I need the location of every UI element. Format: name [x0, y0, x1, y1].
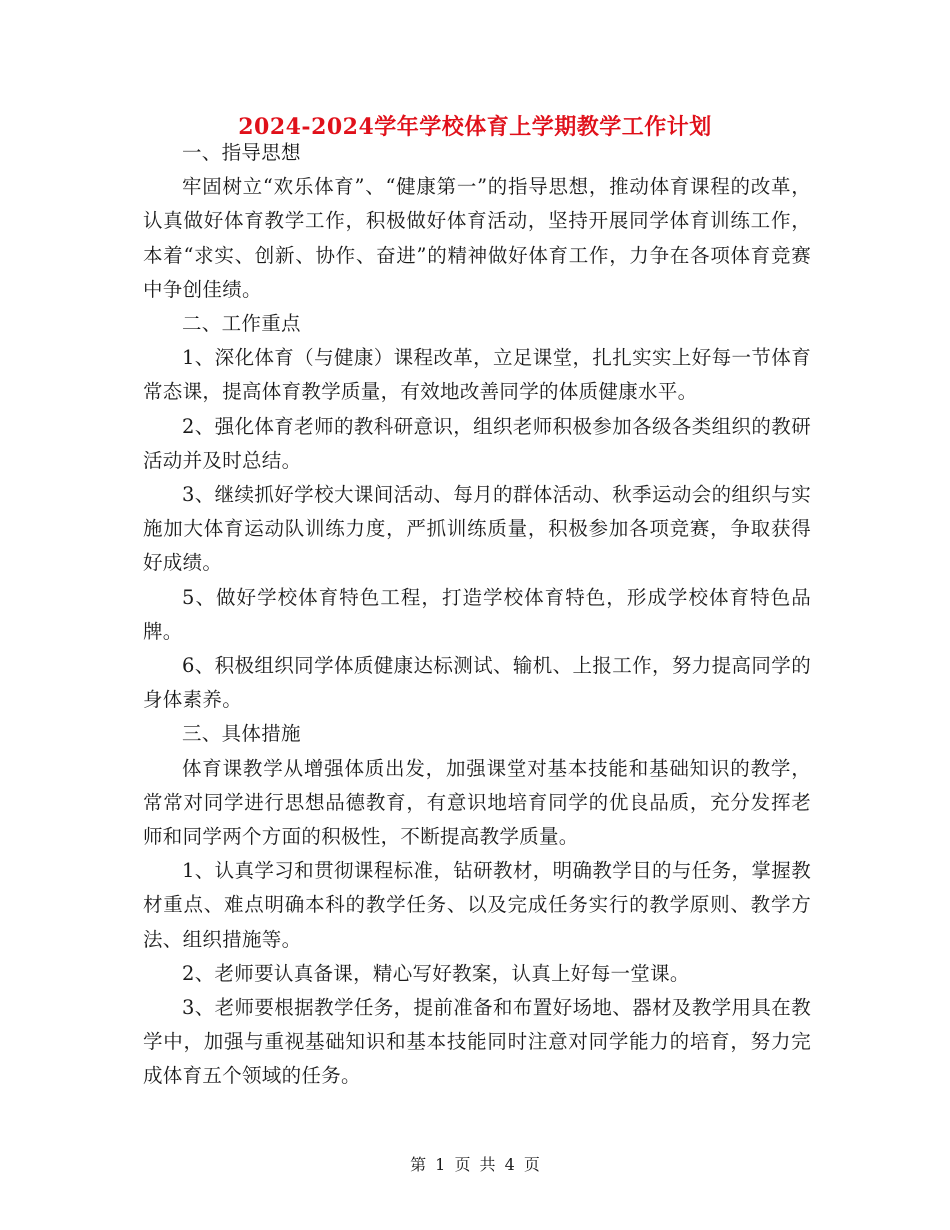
- paragraph: 5、做好学校体育特色工程，打造学校体育特色，形成学校体育特色品牌。: [143, 585, 811, 643]
- paragraph: 牢固树立“欢乐体育”、“健康第一”的指导思想，推动体育课程的改革，认真做好体育教学工作，积极做好体育活动，坚持开展同学体育训练工作，本着“求实、创新、协作、奋进”的精神做好体育工作，力争在各项体育竞赛中争创佳绩。: [143, 175, 811, 301]
- paragraph: 2、老师要认真备课，精心写好教案，认真上好每一堂课。: [182, 961, 690, 985]
- paragraph: 2、强化体育老师的教科研意识，组织老师积极参加各级各类组织的教研活动并及时总结。: [143, 414, 811, 472]
- paragraph: 体育课教学从增强体质出发，加强课堂对基本技能和基础知识的教学，常常对同学进行思想品德教育，有意识地培育同学的优良品质，充分发挥老师和同学两个方面的积极性，不断提高教学质量。: [143, 756, 811, 849]
- section-heading-specific-measures: 三、具体措施: [182, 722, 301, 746]
- document-body: [143, 136, 811, 1094]
- section-heading-guiding-ideology: 一、指导思想: [182, 141, 301, 164]
- paragraph: 1、认真学习和贯彻课程标准，钻研教材，明确教学目的与任务，掌握教材重点、难点明确本科的教学任务、以及完成任务实行的教学原则、教学方法、组织措施等。: [143, 859, 811, 951]
- paragraph: 3、继续抓好学校大课间活动、每月的群体活动、秋季运动会的组织与实施加大体育运动队训练力度，严抓训练质量，积极参加各项竞赛，争取获得好成绩。: [143, 483, 811, 575]
- document-title: 2024-2024学年学校体育上学期教学工作计划: [238, 114, 712, 140]
- page-number-footer: 第 1 页 共 4 页: [410, 1155, 540, 1174]
- section-heading-work-focus: 二、工作重点: [182, 312, 301, 336]
- paragraph: 6、积极组织同学体质健康达标测试、输机、上报工作，努力提高同学的身体素养。: [143, 654, 811, 712]
- paragraph: 3、老师要根据教学任务，提前准备和布置好场地、器材及教学用具在教学中，加强与重视基础知识和基本技能同时注意对同学能力的培育，努力完成体育五个领域的任务。: [143, 996, 811, 1088]
- paragraph: 1、深化体育（与健康）课程改革，立足课堂，扎扎实实上好每一节体育常态课，提高体育教学质量，有效地改善同学的体质健康水平。: [143, 346, 811, 404]
